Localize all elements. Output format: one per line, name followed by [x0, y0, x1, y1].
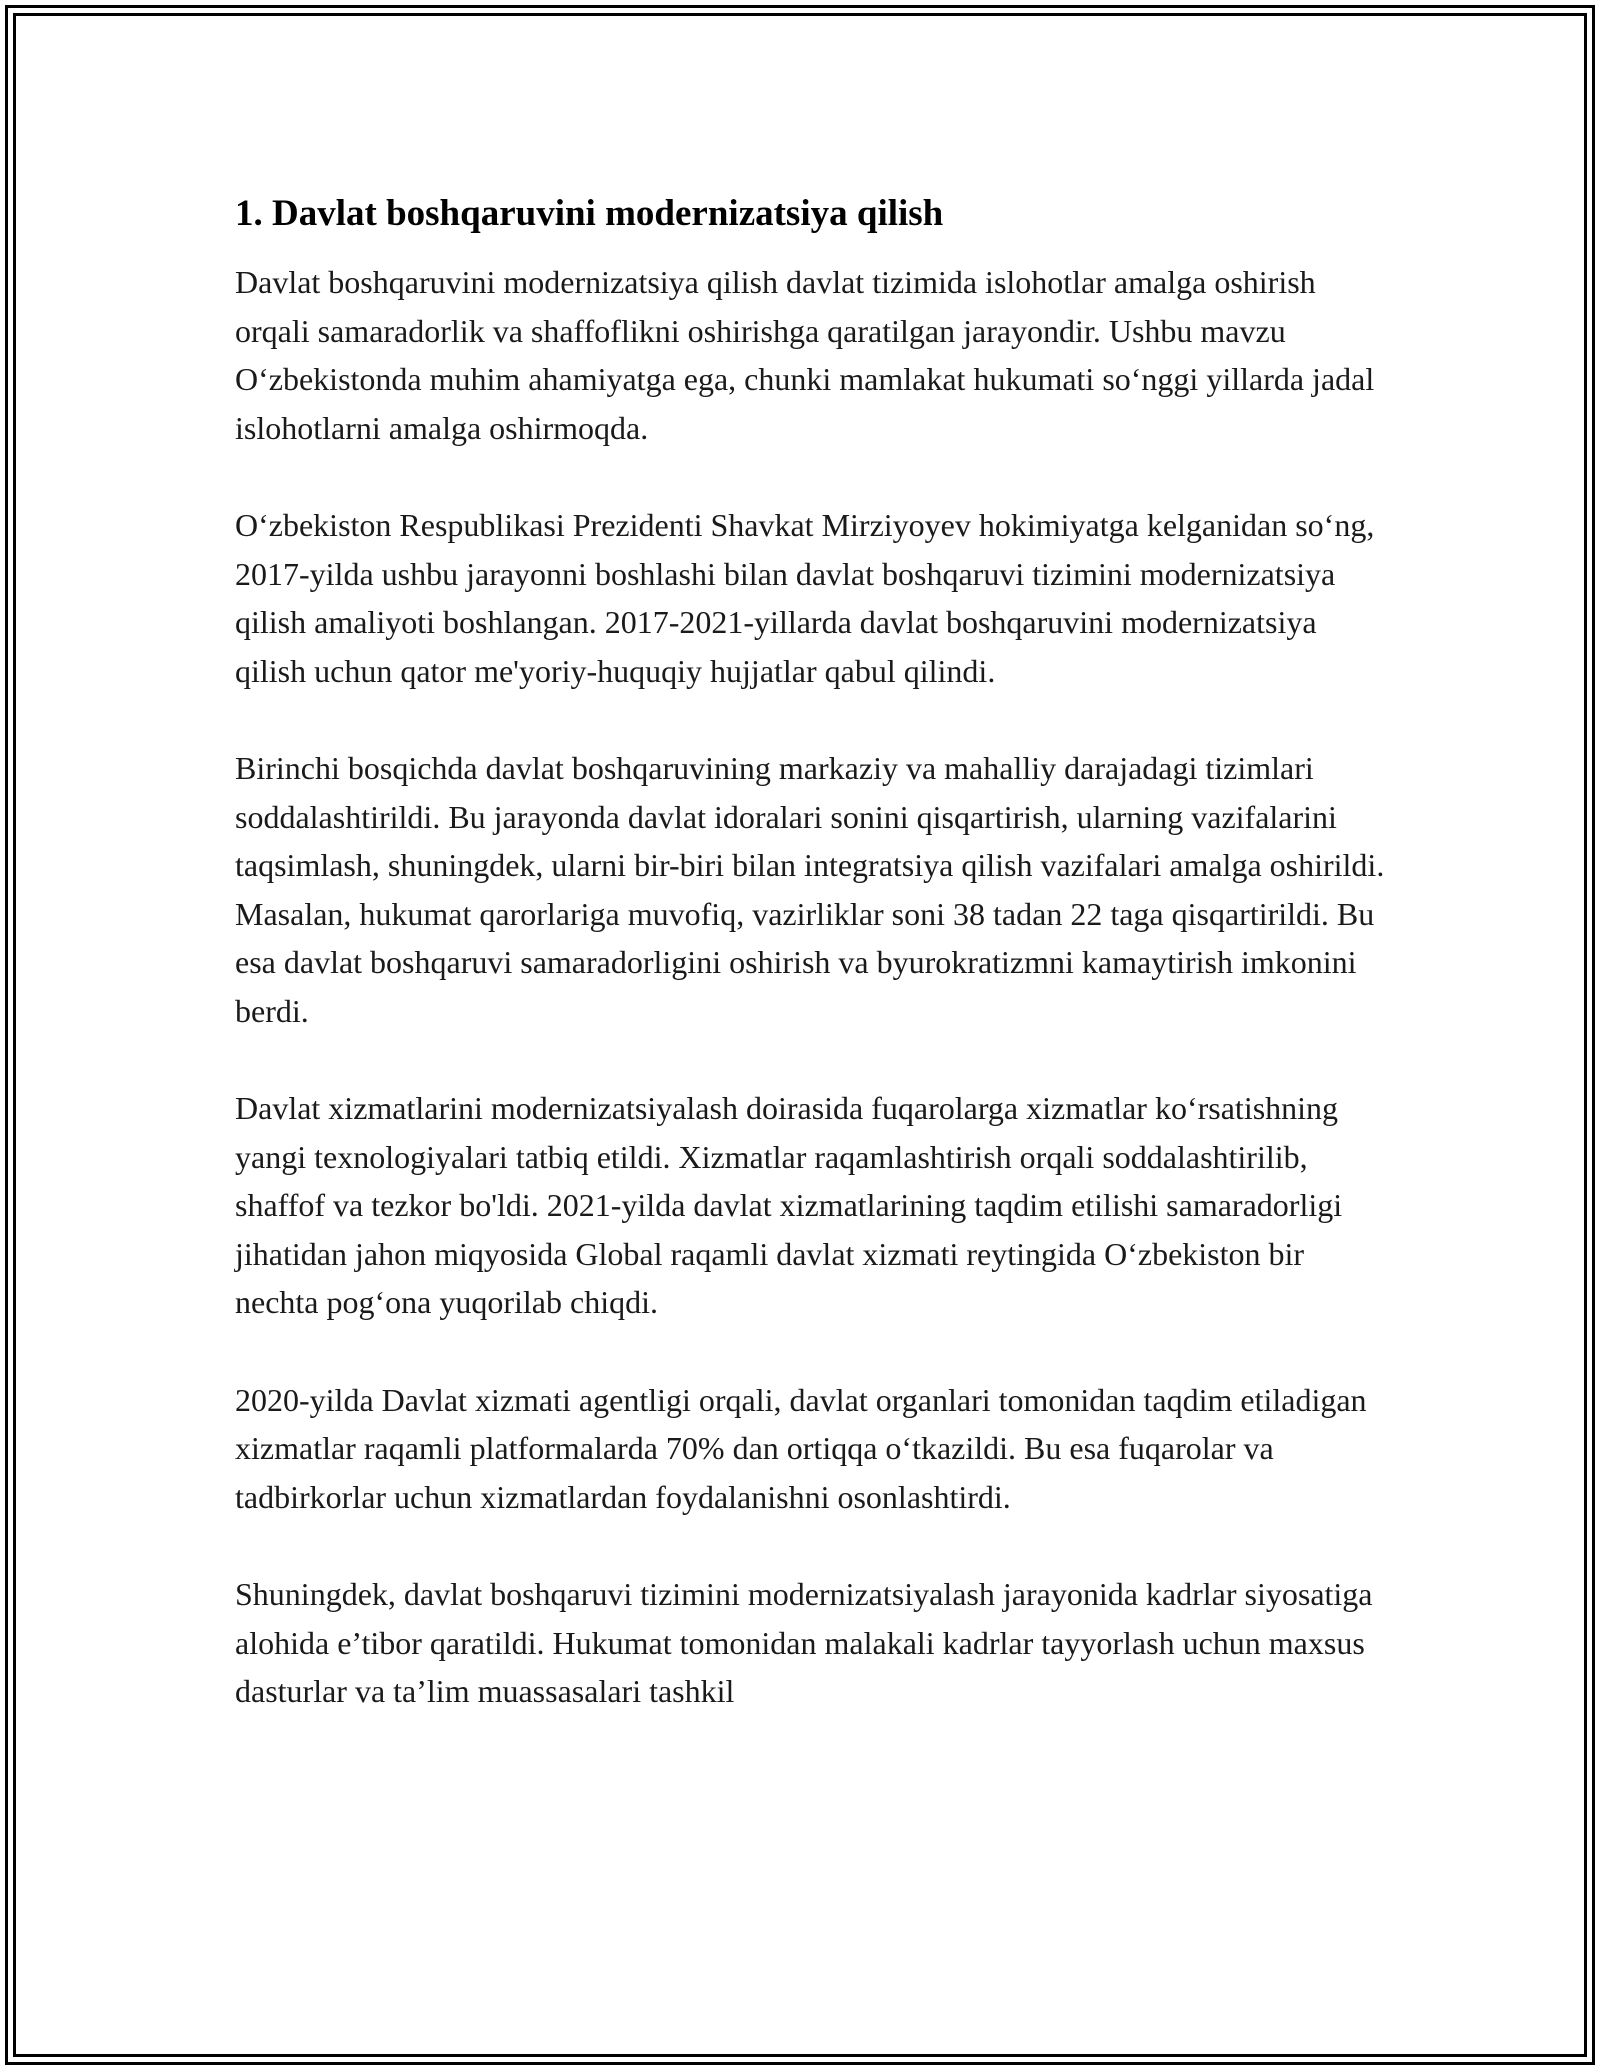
- paragraph-history: O‘zbekiston Respublikasi Prezidenti Shavkat Mirziyoyev hokimiyatga kelganidan so‘ng, 2017-yilda ushbu jarayonni boshlashi bilan davlat boshqaruvi tizimini modernizatsiya qilish amaliyoti boshlangan. 2017-2021-yillarda davlat boshqaruvini modernizatsiya qilish uchun qator me'yoriy-huquqiy hujjatlar qabul qilindi.: [235, 507, 1375, 689]
- paragraph-first-stage: Birinchi bosqichda davlat boshqaruvining markaziy va mahalliy darajadagi tizimlari soddalashtirildi. Bu jarayonda davlat idoralari sonini qisqartirish, ularning vazifalarini taqsimlash, shuningdek, ularni bir-biri bilan integratsiya qilish vazifalari amalga oshirildi. Masalan, hukumat qarorlariga muvofiq, vazirliklar soni 38 tadan 22 taga qisqartirildi. Bu esa davlat boshqaruvi samaradorligini oshirish va byurokratizmni kamaytirish imkonini berdi.: [235, 750, 1385, 1029]
- paragraph-digital-platforms: 2020-yilda Davlat xizmati agentligi orqali, davlat organlari tomonidan taqdim etiladigan xizmatlar raqamli platformalarda 70% dan ortiqqa o‘tkazildi. Bu esa fuqarolar va tadbirkorlar uchun xizmatlardan foydalanishni osonlashtirdi.: [235, 1381, 1367, 1515]
- paragraph-state-services: Davlat xizmatlarini modernizatsiyalash doirasida fuqarolarga xizmatlar ko‘rsatishning yangi texnologiyalari tatbiq etildi. Xizmatlar raqamlashtirish orqali soddalashtirilib, shaffof va tezkor bo'ldi. 2021-yilda davlat xizmatlarining taqdim etilishi samaradorligi jihatidan jahon miqyosida Global raqamli davlat xizmati reytingida O‘zbekiston bir nechta pog‘ona yuqorilab chiqdi.: [235, 1090, 1343, 1320]
- document-body: [235, 190, 1385, 1765]
- paragraph-personnel-policy: Shuningdek, davlat boshqaruvi tizimini modernizatsiyalash jarayonida kadrlar siyosatiga alohida e’tibor qaratildi. Hukumat tomonidan malakali kadrlar tayyorlash uchun maxsus dasturlar va ta’lim muassasalari tashkil: [235, 1576, 1373, 1709]
- paragraph-intro: Davlat boshqaruvini modernizatsiya qilish davlat tizimida islohotlar amalga oshirish orqali samaradorlik va shaffoflikni oshirishga qaratilgan jarayondir. Ushbu mavzu O‘zbekistonda muhim ahamiyatga ega, chunki mamlakat hukumati so‘nggi yillarda jadal islohotlarni amalga oshirmoqda.: [235, 264, 1375, 446]
- section-heading: 1. Davlat boshqaruvini modernizatsiya qilish: [235, 193, 944, 234]
